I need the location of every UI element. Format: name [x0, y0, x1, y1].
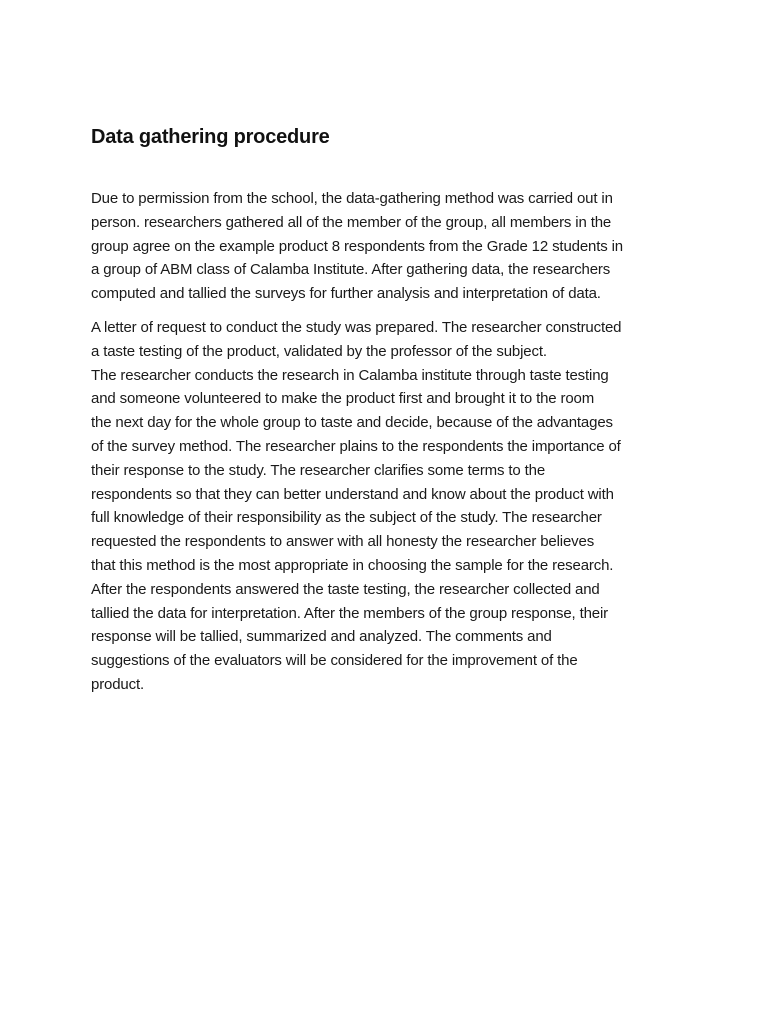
paragraph-line: of the survey method. The researcher plains to the respondents the importance of	[91, 437, 621, 455]
paragraph-line: that this method is the most appropriate in choosing the sample for the research.	[91, 556, 614, 574]
paragraph-line: a group of ABM class of Calamba Institute. After gathering data, the researchers	[91, 261, 611, 279]
paragraph-line: response will be tallied, summarized and analyzed. The comments and	[91, 628, 552, 646]
paragraph-line: suggestions of the evaluators will be considered for the improvement of the	[91, 652, 578, 670]
paragraph-line: After the respondents answered the taste testing, the researcher collected and	[91, 580, 600, 598]
paragraph-line: computed and tallied the surveys for further analysis and interpretation of data.	[91, 285, 601, 303]
paragraph-line: group agree on the example product 8 respondents from the Grade 12 students in	[91, 237, 623, 255]
paragraph-line: and someone volunteered to make the product first and brought it to the room	[91, 390, 595, 408]
paragraph-line: A letter of request to conduct the study was prepared. The researcher constructed	[91, 318, 622, 336]
section-heading: Data gathering procedure	[91, 126, 330, 148]
paragraph-data-gathering-method	[91, 187, 681, 306]
paragraph-line: the next day for the whole group to taste and decide, because of the advantages	[91, 414, 613, 432]
paragraph-procedure-details	[91, 316, 681, 697]
paragraph-line: a taste testing of the product, validated by the professor of the subject.	[91, 342, 547, 360]
paragraph-line: product.	[91, 675, 144, 693]
paragraph-line: tallied the data for interpretation. After the members of the group response, their	[91, 604, 609, 622]
paragraph-line: The researcher conducts the research in Calamba institute through taste testing	[91, 366, 609, 384]
paragraph-line: respondents so that they can better understand and know about the product with	[91, 485, 614, 503]
paragraph-line: full knowledge of their responsibility as the subject of the study. The researcher	[91, 509, 602, 527]
paragraph-line: person. researchers gathered all of the member of the group, all members in the	[91, 213, 612, 231]
paragraph-line: requested the respondents to answer with all honesty the researcher believes	[91, 533, 595, 551]
document-body	[91, 120, 681, 697]
paragraph-line: their response to the study. The researcher clarifies some terms to the	[91, 461, 546, 479]
paragraph-line: Due to permission from the school, the data-gathering method was carried out in	[91, 190, 613, 207]
